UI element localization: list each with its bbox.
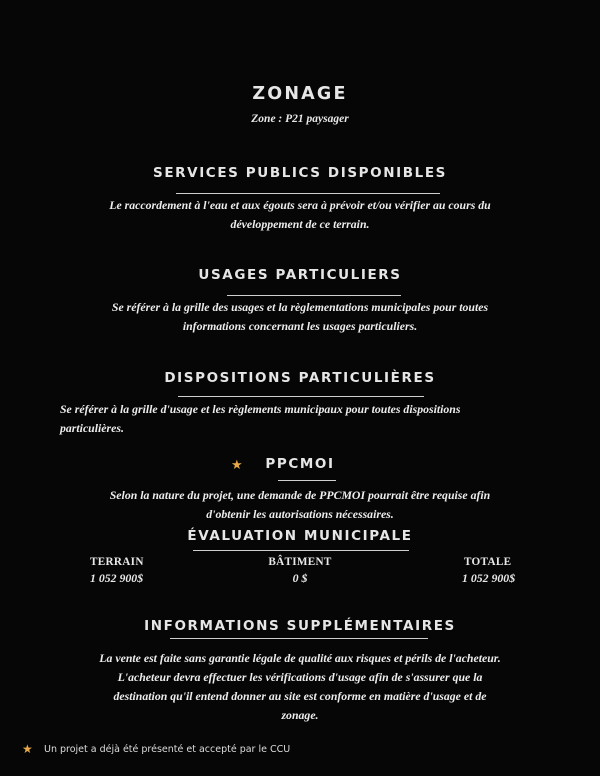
informations-line-4: zonage. <box>281 708 319 722</box>
dispositions-line-1: Se référer à la grille d'usage et les règlements municipaux pour toutes dispositions <box>60 402 461 416</box>
informations-line-2: L'acheteur devra effectuer les vérifications d'usage afin de s'assurer que la <box>117 670 483 684</box>
batiment-value: 0 $ <box>292 571 308 585</box>
informations-text <box>40 649 560 725</box>
zone-value: Zone : P21 paysager <box>251 113 349 125</box>
informations-rule <box>170 638 428 639</box>
ppcmoi-title: PPCMOI <box>265 456 335 472</box>
terrain-label: TERRAIN <box>90 556 144 568</box>
star-icon: ★ <box>231 458 243 473</box>
dispositions-rule <box>178 396 424 397</box>
terrain-value: 1 052 900$ <box>90 571 144 585</box>
ppcmoi-line-2: d'obtenir les autorisations nécessaires. <box>206 507 394 521</box>
batiment-label: BÂTIMENT <box>268 556 332 568</box>
ppcmoi-text <box>40 486 560 524</box>
usages-text <box>40 298 560 336</box>
totale-value: 1 052 900$ <box>462 571 516 585</box>
services-line-2: développement de ce terrain. <box>230 217 370 231</box>
dispositions-line-2: particulières. <box>60 421 124 435</box>
usages-line-2: informations concernant les usages particuliers. <box>182 319 418 333</box>
ppcmoi-rule <box>278 480 336 481</box>
usages-line-1: Se référer à la grille des usages et la règlementations municipales pour toutes <box>111 300 489 314</box>
informations-line-3: destination qu'il entend donner au site est conforme en matière d'usage et de <box>113 689 487 703</box>
zonage-title: ZONAGE <box>252 84 348 104</box>
services-title: SERVICES PUBLICS DISPONIBLES <box>153 165 447 181</box>
services-text <box>40 196 560 234</box>
dispositions-text <box>60 400 580 438</box>
footnote-text: Un projet a déjà été présenté et accepté par le CCU <box>44 744 291 755</box>
usages-rule <box>227 295 401 296</box>
services-line-1: Le raccordement à l'eau et aux égouts sera à prévoir et/ou vérifier au cours du <box>109 198 491 212</box>
ppcmoi-line-1: Selon la nature du projet, une demande de PPCMOI pourrait être requise afin <box>109 488 491 502</box>
usages-title: USAGES PARTICULIERS <box>198 267 402 283</box>
footnote-star-icon: ★ <box>22 742 33 756</box>
evaluation-title: ÉVALUATION MUNICIPALE <box>187 528 413 544</box>
evaluation-rule <box>193 550 409 551</box>
informations-title: INFORMATIONS SUPPLÉMENTAIRES <box>144 618 456 634</box>
totale-label: TOTALE <box>464 556 512 568</box>
services-rule <box>176 193 440 194</box>
informations-line-1: La vente est faite sans garantie légale de qualité aux risques et périls de l'acheteur. <box>99 651 501 665</box>
dispositions-title: DISPOSITIONS PARTICULIÈRES <box>164 370 436 386</box>
